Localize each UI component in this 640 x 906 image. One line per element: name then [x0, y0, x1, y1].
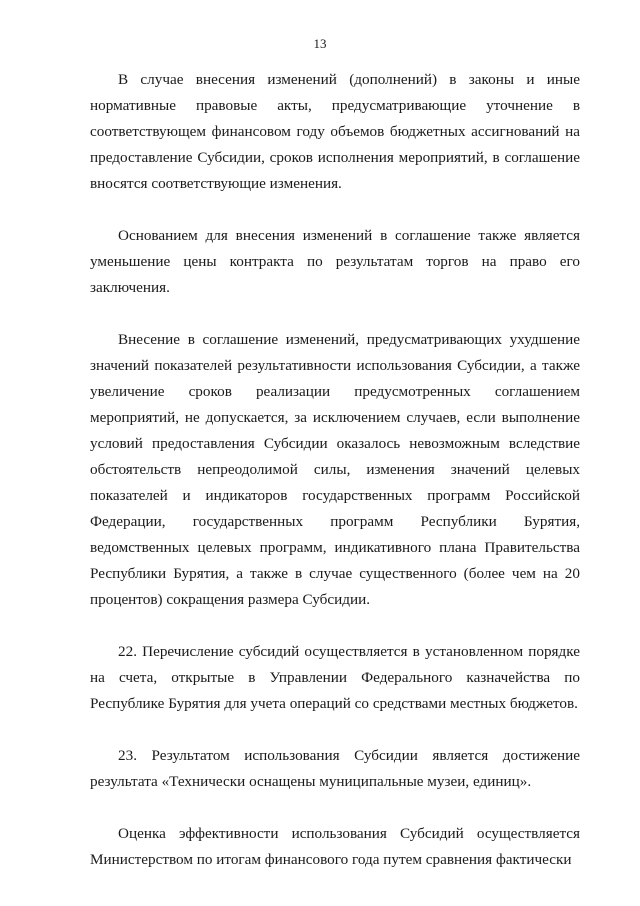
document-body — [90, 67, 580, 899]
page-number: 13 — [313, 36, 327, 51]
paragraph-item-22-transfer: 22. Перечисление субсидий осуществляется в установленном порядке на счета, открытые в Управлении Федерального казначейства по Республике Бурятия для учета операций со средствами местных бюджетов. — [90, 643, 580, 712]
paragraph-amendments-laws: В случае внесения изменений (дополнений) в законы и иные нормативные правовые акты, предусматривающие уточнение в соответствующем финансовом году объемов бюджетных ассигнований на предоставление Субсидии, сроков исполнения мероприятий, в соглашение вносятся соответствующие изменения. — [90, 71, 580, 192]
paragraph-efficiency-assessment: Оценка эффективности использования Субсидий осуществляется Министерством по итогам финансового года путем сравнения фактически — [90, 825, 580, 868]
paragraph-item-23-result: 23. Результатом использования Субсидии является достижение результата «Технически оснащены муниципальные музеи, единиц». — [90, 747, 580, 790]
paragraph-deterioration-indicators: Внесение в соглашение изменений, предусматривающих ухудшение значений показателей результативности использования Субсидии, а также увеличение сроков реализации предусмотренных соглашением мероприятий, не допускается, за исключением случаев, если выполнение условий предоставления Субсидии оказалось невозможным вследствие обстоятельств непреодолимой силы, изменения значений целевых показателей и индикаторов государственных программ Российской Федерации, государственных программ Республики Бурятия, ведомственных целевых программ, индикативного плана Правительства Республики Бурятия, а также в случае существенного (более чем на 20 процентов) сокращения размера Субсидии. — [90, 331, 580, 608]
paragraph-contract-price-reduction: Основанием для внесения изменений в соглашение также является уменьшение цены контракта по результатам торгов на право его заключения. — [90, 227, 580, 296]
